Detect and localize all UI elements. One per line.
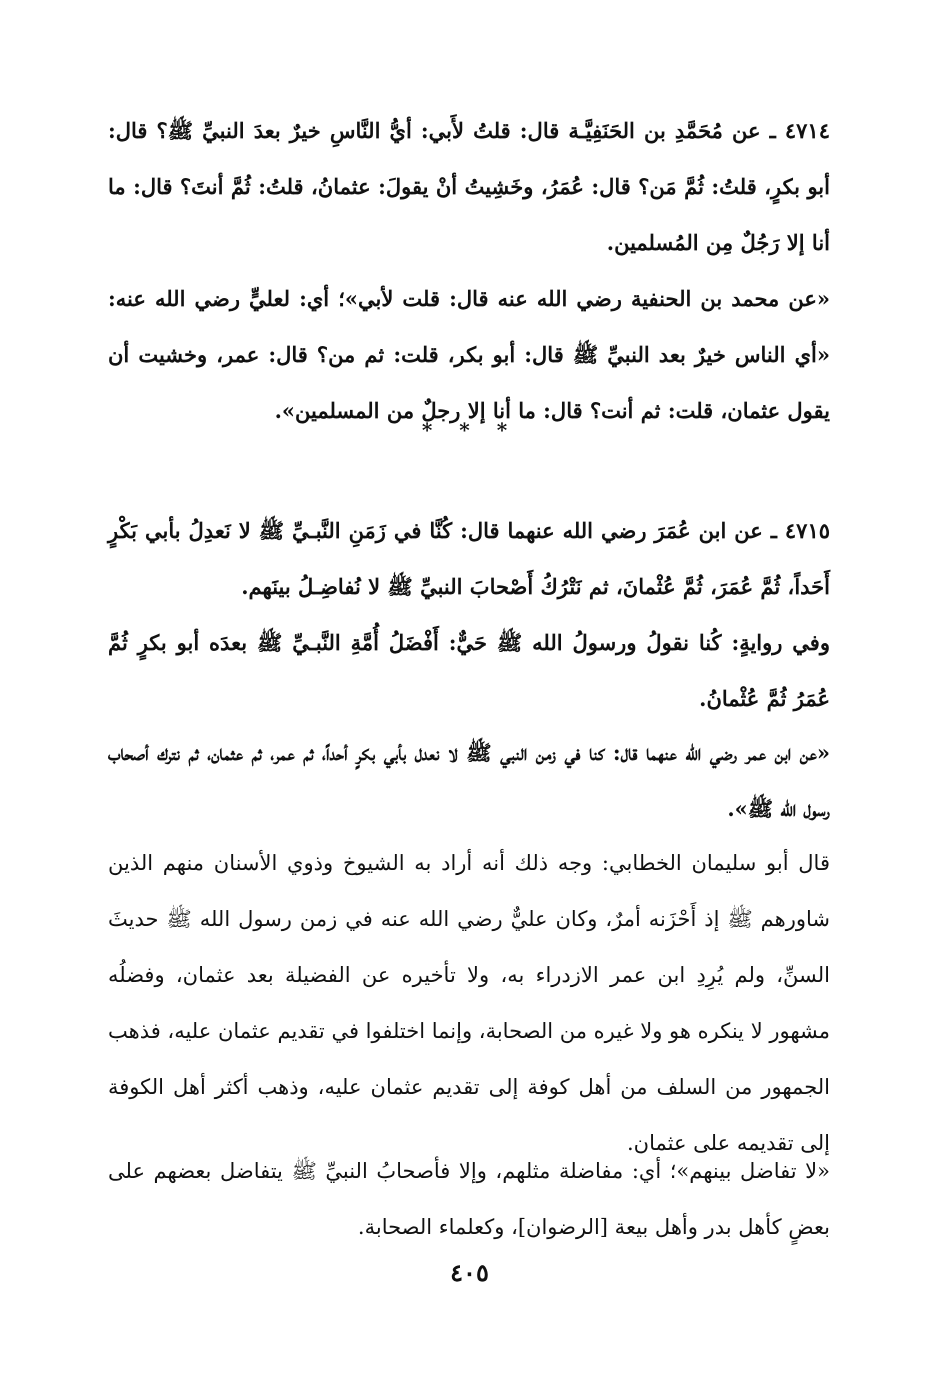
- commentary-4715-text: «عن ابن عمر رضي الله عنهما قال: كنا في زمن النبي ﷺ لا نعدل بأبي بكرٍ أحداً، ثم عمر، ثم عثمان، ثم نترك أصحاب رسول الله ﷺ».: [108, 740, 830, 821]
- commentary-khattabi-paragraph: قال أبو سليمان الخطابي: وجه ذلك أنه أراد به الشيوخ وذوي الأسنان منهم الذين شاورهم ﷺ إذ أَحْزَنه أمرٌ، وكان عليٌّ رضي الله عنه في زمن رسول الله ﷺ حديثَ السنِّ، ولم يُرِدِ ابن عمر الازدراء به، ولا تأخيره عن الفضيلة بعد عثمان، وفضلُه مشهور لا ينكره هو ولا غيره من الصحابة، وإنما اختلفوا في تقديم عثمان عليه، فذهب الجمهور من السلف من أهل كوفة إلى تقديم عثمان عليه، وذهب أكثر أهل الكوفة إلى تقديمه على عثمان.: [108, 851, 830, 1155]
- section-separator: * * *: [421, 418, 518, 442]
- page-number: ٤٠٥: [450, 1258, 489, 1287]
- hadith-4715-text: ٤٧١٥ ـ عن ابن عُمَرَ رضي الله عنهما قال: كُنَّا في زَمَنِ النَّبـيِّ ﷺ لا نَعدِلُ بأبي بَكْرٍ أَحَداً، ثُمَّ عُمَرَ، ثُمَّ عُثْمانَ، ثم نَتْرُكُ أَصْحابَ النبيِّ ﷺ لا نُفاضِـلُ بينَهم.: [108, 518, 831, 599]
- hadith-4715-riwaya: وفي روايةٍ: كُنا نقولُ ورسولُ الله ﷺ حَيٌّ: أَفْضَلُ أُمَّةِ النَّبـيِّ ﷺ بعدَه أبو بكرٍ ثُمَّ عُمَرُ ثُمَّ عُثْمانُ.: [108, 630, 830, 711]
- commentary-tafadul-paragraph: «لا تفاضل بينهم»؛ أي: مفاضلة مثلهم، وإلا فأصحابُ النبيِّ ﷺ يتفاضل بعضهم على بعضٍ كأهل بدر وأهل بيعة [الرضوان]، وكعلماء الصحابة.: [108, 1159, 830, 1239]
- hadith-4714-text: ٤٧١٤ ـ عن مُحَمَّدِ بن الحَنَفِيَّـة قال: قلتُ لأَبي: أيُّ النَّاسِ خيرٌ بعدَ النبيِّ ﷺ؟ قال: أبو بكرٍ، قلتُ: ثُمَّ مَن؟ قال: عُمَرُ، وخَشِيتُ أنْ يقولَ: عثمانُ، قلتُ: ثُمَّ أنتَ؟ قال: ما أنا إلا رَجُلٌ مِن المُسلمين.: [108, 118, 830, 255]
- commentary-4714-text: «عن محمد بن الحنفية رضي الله عنه قال: قلت لأبي»؛ أي: لعليٍّ رضي الله عنه: «أي الناس خيرٌ بعد النبيِّ ﷺ قال: أبو بكر، قلت: ثم من؟ قال: عمر، وخشيت أن يقول عثمان، قلت: ثم أنت؟ قال: ما أنا إلا رجلٌ من المسلمين».: [108, 286, 830, 423]
